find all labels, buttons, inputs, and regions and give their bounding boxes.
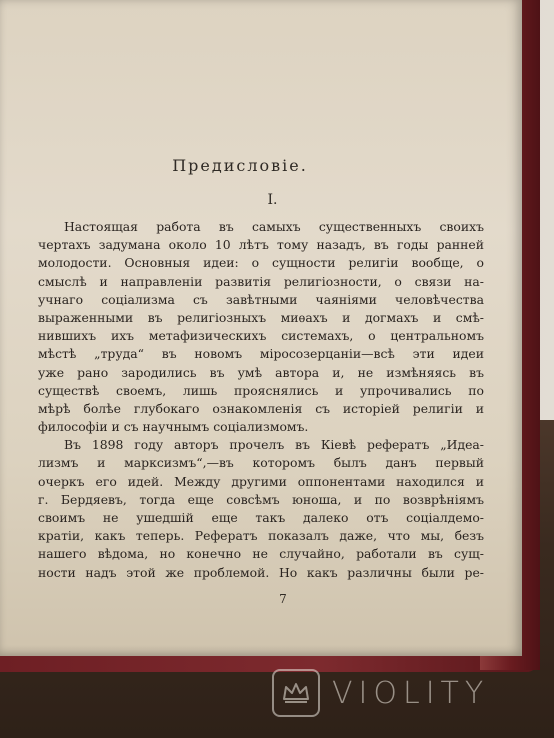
text-line: нашего вѣдома, но конечно не случайно, работали въ сущ- <box>38 546 484 562</box>
page-body-text <box>38 218 484 582</box>
text-line: учнаго соціализма съ завѣтными чаяніями человѣчества <box>38 291 484 307</box>
text-line: Настоящая работа въ самыхъ существенныхъ своихъ <box>64 219 484 234</box>
text-line: чертахъ задумана около 10 лѣтъ тому назадъ, въ годы ранней <box>38 237 484 253</box>
text-line: мѣрѣ болѣе глубокаго ознакомленія съ исторіей религіи и <box>38 400 484 416</box>
watermark-brand: VIOLITY <box>332 675 490 711</box>
text-line: мѣстѣ „труда“ въ новомъ міросозерцаніи—всѣ эти идеи <box>38 346 484 362</box>
text-line: философіи и съ научнымъ соціализмомъ. <box>38 419 309 435</box>
text-line: смыслѣ и направленіи развитія религіозности, о связи на- <box>38 273 484 289</box>
text-line: своимъ не ушедшій еще такъ далеко отъ соціалдемо- <box>38 510 484 525</box>
page-title: Предисловіе. <box>172 156 308 175</box>
text-line: нившихъ ихъ метафизическихъ системахъ, о центральномъ <box>38 328 484 344</box>
text-line: молодости. Основныя идеи: о сущности религіи вообще, о <box>38 255 484 271</box>
text-line: очеркъ его идей. Между другими оппонентами находился и <box>38 473 484 489</box>
text-line: уже рано зародились въ умѣ автора и, не измѣняясь въ <box>38 364 484 380</box>
text-line: Въ 1898 году авторъ прочелъ въ Кіевѣ рефератъ „Идеа- <box>64 437 484 453</box>
page-number: 7 <box>279 592 287 606</box>
text-line: кратіи, какъ теперь. Рефератъ показалъ даже, что мы, безъ <box>38 528 484 544</box>
section-number: I. <box>267 192 278 208</box>
text-line: г. Бердяевъ, тогда еще совсѣмъ юноша, и по возврѣніямъ <box>38 491 484 507</box>
text-line: ности надъ этой же проблемой. Но какъ различны были ре- <box>38 564 484 580</box>
crown-icon <box>272 669 320 717</box>
text-line: лизмъ и марксизмъ“,—въ которомъ былъ данъ первый <box>38 455 484 471</box>
watermark <box>272 664 542 722</box>
text-line: выраженными въ религіозныхъ миѳахъ и догмахъ и смѣ- <box>38 309 484 325</box>
text-line: существѣ своемъ, лишь прояснялись и упрочивались по <box>38 382 484 398</box>
